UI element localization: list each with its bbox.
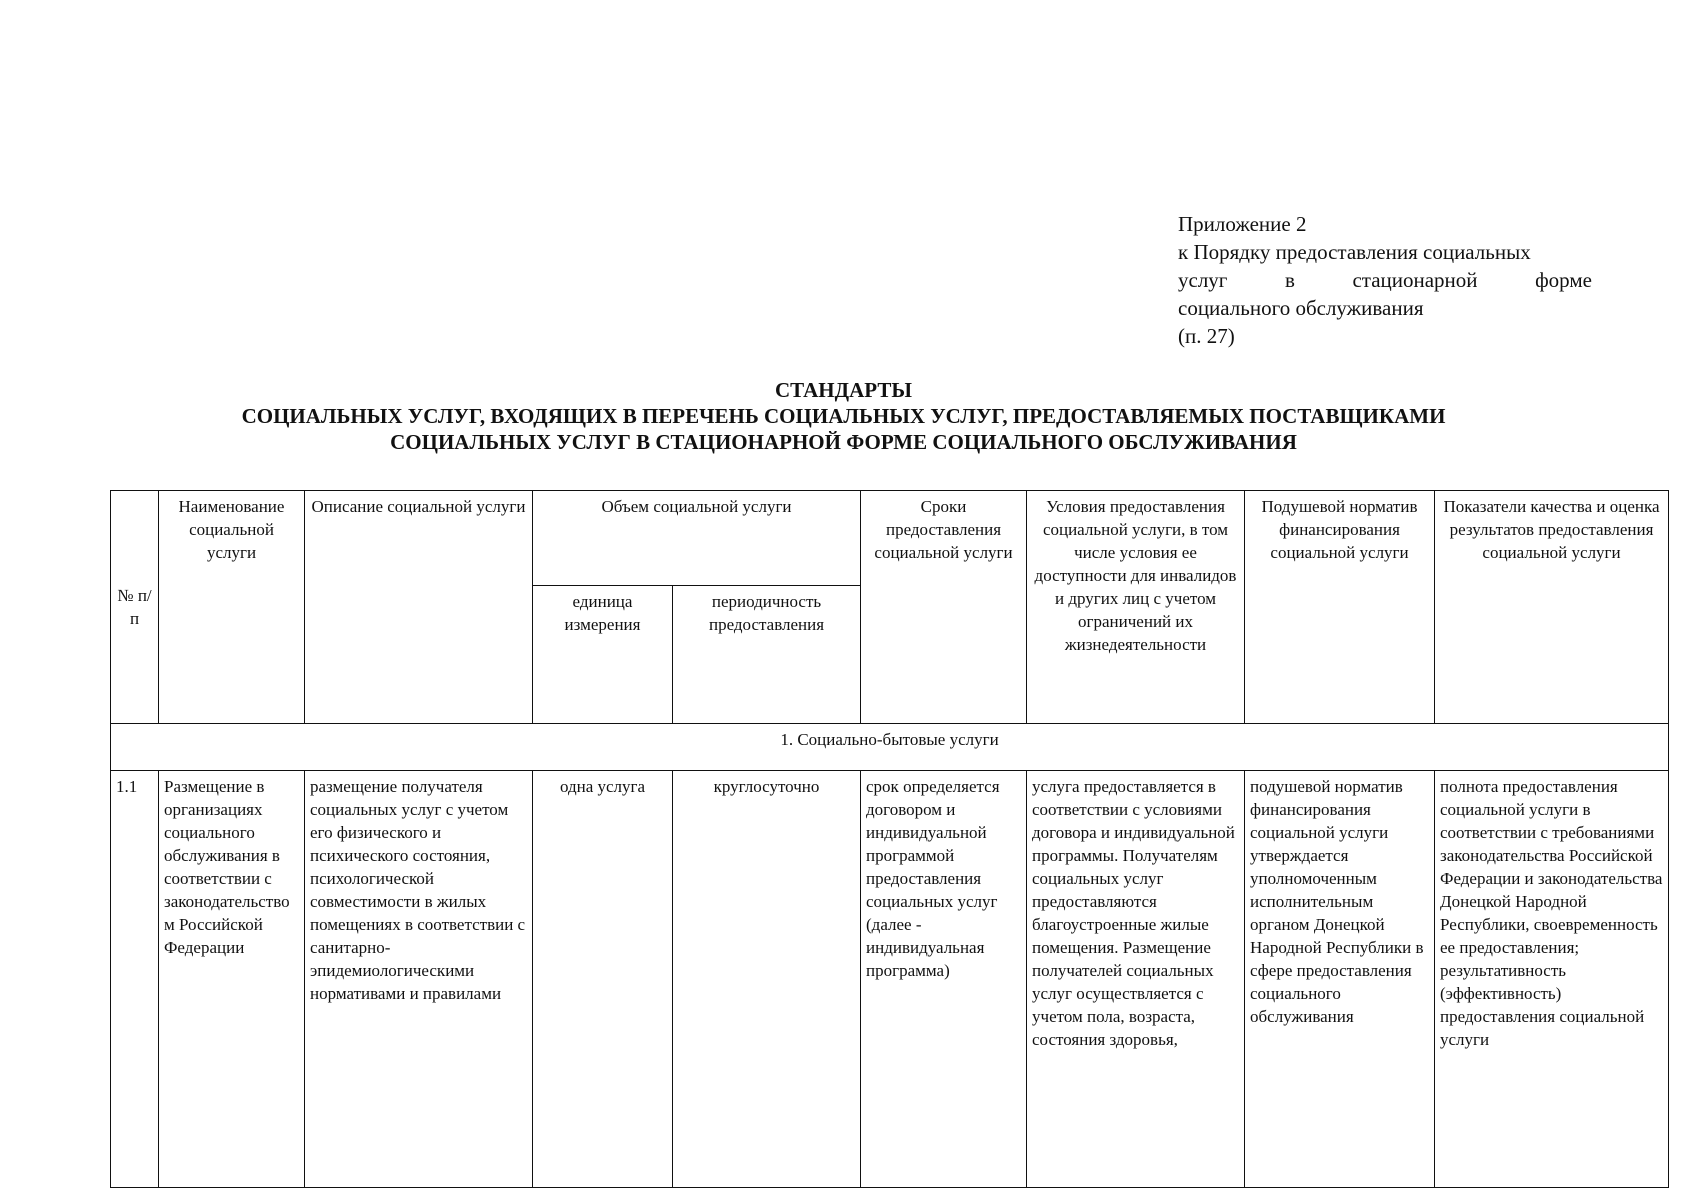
table-row (111, 771, 1669, 1188)
header-financing: Подушевой норматив финансирования социальной услуги (1245, 491, 1435, 724)
header-row (111, 491, 1669, 586)
cell-terms: срок определяется договором и индивидуальной программой предоставления социальных услуг (далее - индивидуальная программа) (861, 771, 1027, 1188)
document-heading (100, 377, 1587, 455)
appendix-line: к Порядку предоставления социальных (1178, 240, 1531, 264)
cell-financing: подушевой норматив финансирования социальной услуги утверждается уполномоченным исполнительным органом Донецкой Народной Республики в сфере предоставления социального обслуживания (1245, 771, 1435, 1188)
appendix-line: Приложение 2 (1178, 212, 1307, 236)
appendix-word: услуг (1178, 268, 1228, 292)
header-conditions: Условия предоставления социальной услуги, в том числе условия ее доступности для инвалидов и других лиц с учетом ограничений их жизнедеятельности (1027, 491, 1245, 724)
header-unit: единица измерения (533, 586, 673, 724)
cell-quality: полнота предоставления социальной услуги в соответствии с требованиями законодательства Российской Федерации и законодательства Донецкой Народной Республики, своевременность ее предоставления; результативность (эффективность) предоставления социальной услуги (1435, 771, 1669, 1188)
appendix-word: стационарной (1352, 268, 1478, 292)
appendix-word: форме (1535, 268, 1592, 292)
header-periodicity: периодичность предоставления (673, 586, 861, 724)
heading-subtitle-line: СОЦИАЛЬНЫХ УСЛУГ В СТАЦИОНАРНОЙ ФОРМЕ СОЦИАЛЬНОГО ОБСЛУЖИВАНИЯ (390, 430, 1297, 454)
header-number: № п/п (111, 491, 159, 724)
appendix-line: социального обслуживания (1178, 296, 1424, 320)
section-title: 1. Социально-бытовые услуги (111, 724, 1669, 771)
cell-name: Размещение в организациях социального обслуживания в соответствии с законодательством Российской Федерации (159, 771, 305, 1188)
appendix-note (1178, 210, 1592, 350)
header-name: Наименование социальной услуги (159, 491, 305, 724)
appendix-line-justified (1178, 266, 1592, 294)
header-terms: Сроки предоставления социальной услуги (861, 491, 1027, 724)
section-row (111, 724, 1669, 771)
cell-number: 1.1 (111, 771, 159, 1188)
header-quality: Показатели качества и оценка результатов предоставления социальной услуги (1435, 491, 1669, 724)
standards-table (110, 490, 1669, 1188)
heading-subtitle-line: СОЦИАЛЬНЫХ УСЛУГ, ВХОДЯЩИХ В ПЕРЕЧЕНЬ СОЦИАЛЬНЫХ УСЛУГ, ПРЕДОСТАВЛЯЕМЫХ ПОСТАВЩИКАМИ (241, 404, 1446, 428)
appendix-line: (п. 27) (1178, 324, 1235, 348)
cell-conditions: услуга предоставляется в соответствии с условиями договора и индивидуальной программы. Получателям социальных услуг предоставляются благоустроенные жилые помещения. Размещение получателей социальных услуг осуществляется с учетом пола, возраста, состояния здоровья, (1027, 771, 1245, 1188)
heading-title: СТАНДАРТЫ (775, 378, 912, 402)
cell-description: размещение получателя социальных услуг с учетом его физического и психического состояния, психологической совместимости в жилых помещениях в соответствии с санитарно-эпидемиологическими нормативами и правилами (305, 771, 533, 1188)
header-volume: Объем социальной услуги (533, 491, 861, 586)
header-description: Описание социальной услуги (305, 491, 533, 724)
appendix-word: в (1284, 268, 1295, 292)
cell-unit: одна услуга (533, 771, 673, 1188)
cell-periodicity: круглосуточно (673, 771, 861, 1188)
